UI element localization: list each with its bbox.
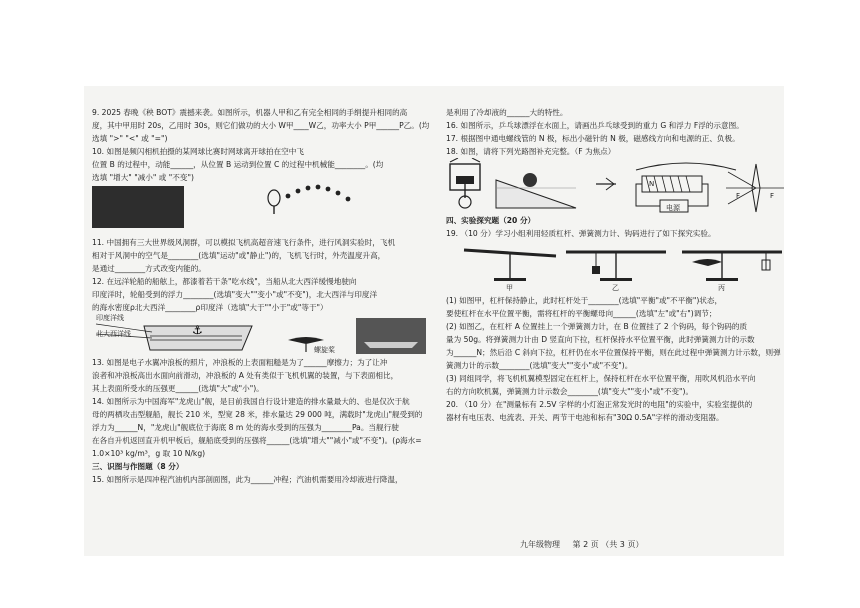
q14-line2: 母的两栖攻击型舰船，舰长 210 米，型宽 28 米，排水量达 29 000 吨，满载时"龙虎山"舰受到的	[92, 410, 423, 419]
q15-line1: 15. 如图所示是四冲程汽油机内部剖面图，此为______冲程；汽油机需要用冷却液进行降温，	[92, 475, 403, 484]
lever-figures	[446, 240, 786, 284]
racket-icon	[268, 190, 280, 214]
lever-yi	[566, 252, 666, 281]
q10-line3: 选填 "增大" "减小" 或 "不变")	[92, 173, 194, 182]
lever-jia	[464, 250, 556, 281]
figures-row	[446, 158, 786, 214]
section-3-heading: 三、识图与作图题（8 分）	[92, 462, 184, 471]
ping-pong-ball-figure	[496, 173, 576, 208]
lever-bing	[682, 252, 782, 281]
power-source-label: 电源	[666, 204, 680, 212]
q10-line2: 位置 B 的过程中，动能______，从位置 B 运动到位置 C 的过程中机械能________。(均	[92, 160, 384, 169]
caption-bing: 丙	[718, 284, 725, 292]
q11-line1: 11. 中国拥有三大世界级风洞群，可以模拟飞机高超音速飞行条件，进行风洞实验时，飞机	[92, 238, 396, 247]
q9-line3: 选填 ">" "<" 或 "=")	[92, 134, 168, 143]
q18: 18. 如图，请将下列光路图补充完整。（F 为焦点）	[446, 147, 616, 156]
q14-line4: 在各自升机返回直升机甲板后，舰船底受到的压强将______(选填"增大""减小"或"不变")。(ρ海水=	[92, 436, 422, 445]
ship-hull-figure	[92, 314, 432, 356]
engine-cross-section-icon	[450, 158, 480, 208]
q12-figure-area	[92, 314, 432, 356]
q13-line2: 浪者和冲浪板高出水面向前滑动，冲浪板的 A 处有类似于飞机机翼的装置，与下表面相比，	[92, 371, 399, 380]
q11-line3: 是通过________方式改变内能的。	[92, 264, 206, 273]
q19-line7: 簧测力计的示数________(选填"变大""变小"或"不变")。	[446, 361, 633, 370]
q19-line3: 要使杠杆在水平位置平衡，需将杠杆的平衡螺母向______(选填"左"或"右")调节；	[446, 309, 717, 318]
q20-line2: 器材有电压表、电流表、开关、两节干电池和标有"30Ω 0.5A"字样的滑动变阻器。	[446, 413, 724, 422]
section-4-heading: 四、实验探究题（20 分）	[446, 216, 536, 225]
q19-line9: 右的方向吹机翼，弹簧测力计示数会________(填"变大""变小"或"不变")。	[446, 387, 694, 396]
q19-line1: 19. （10 分）学习小组利用轻质杠杆、弹簧测力计、钩码进行了如下探究实验。	[446, 229, 716, 238]
q16: 16. 如图所示，乒乓球漂浮在水面上，请画出乒乓球受到的重力 G 和浮力 F浮的示意图。	[446, 121, 744, 130]
caption-jia: 甲	[506, 284, 513, 292]
q12-line2: 印度洋时，轮船受到的浮力________(选填"变大""变小"或"不变")，北大西洋与印度洋	[92, 290, 378, 299]
hydrofoil-board-icon	[288, 337, 324, 344]
q19-line4: (2) 如图乙，在杠杆 A 位置挂上一个弹簧测力计，在 B 位置挂了 2 个钩码，每个钩码的质	[446, 322, 748, 331]
warship-photo	[356, 318, 426, 354]
q19-line6: 为______N；然后沿 C 斜向下拉，杠杆仍在水平位置保持平衡，则在此过程中弹簧测力计示数，则弹	[446, 348, 781, 357]
q15-18-figures	[446, 158, 786, 214]
q14-line1: 14. 如图所示为中国海军"龙虎山"舰，是目前我国自行设计建造的排水量最大的、也是仅次于航	[92, 397, 410, 406]
q10-line1: 10. 如图是频闪相机拍摄的某网球比赛时网球离开球拍在空中飞	[92, 147, 304, 156]
anchor-icon: ⚓	[192, 323, 203, 337]
q9-line1: 9. 2025 春晚《秧 BOT》震撼来袭。如图所示，机器人甲和乙有完全相同的手绢提升相同的高	[92, 108, 408, 117]
footer-page-number: 第 2 页 （共 3 页）	[572, 540, 644, 549]
q19-line8: (3) 同组同学，将飞机机翼模型固定在杠杆上，保持杠杆在水平位置平衡，用吹风机沿水平向	[446, 374, 756, 383]
caption-yi: 乙	[612, 284, 619, 292]
right-column	[446, 106, 786, 424]
n-pole-label: N	[649, 180, 655, 188]
page-footer	[520, 539, 653, 550]
q9-line2: 度，其中甲用时 20s，乙用时 30s，则它们做功的大小 W甲____W乙，功率大小 P甲______P乙。(均	[92, 121, 430, 130]
label-propeller: 螺旋桨	[314, 346, 335, 354]
lens-figure	[726, 164, 784, 212]
q14-line3: 浮力为______N，"龙虎山"舰底位于海底 8 m 处的海水受到的压强为________Pa。当舰行驶	[92, 423, 399, 432]
label-north-atlantic-line: 北大西洋线	[96, 330, 131, 338]
q13-line1: 13. 如图是电子水翼冲浪板的照片，冲浪板的上表面粗糙是为了______摩擦力；为了让冲	[92, 358, 388, 367]
focal-point-label-1: F	[736, 192, 741, 200]
q17: 17. 根据图中通电螺线管的 N 极，标出小磁针的 N 极，磁感线方向和电源的正、负极。	[446, 134, 740, 143]
q14-line5: 1.0×10³ kg/m³，g 取 10 N/kg)	[92, 449, 206, 458]
q12-line1: 12. 在远洋轮船的船舷上，都漆着若干条"吃水线"，当船从北大西洋缓慢地驶向	[92, 277, 357, 286]
q19-line5: 量为 50g。将弹簧测力计由 D 竖直向下拉，杠杆保持水平位置平衡，此时弹簧测力计的示数	[446, 335, 755, 344]
q13-line3: 其上表面所受水的压强更______(选填"大"或"小")。	[92, 384, 264, 393]
focal-point-label-2: F	[770, 192, 775, 200]
q9-photo-area	[92, 214, 432, 236]
ball-positions	[286, 185, 351, 202]
lever-captions	[446, 284, 786, 294]
left-column	[92, 106, 432, 486]
robot-dance-photo	[92, 186, 184, 228]
q15-continuation: 是利用了冷却液的______大的特性。	[446, 108, 568, 117]
label-indian-ocean-line: 印度洋线	[96, 314, 124, 322]
footer-subject: 九年级物理	[520, 540, 560, 549]
q11-line2: 相对于风洞中的空气是________(选填"运动"或"静止")的，飞机飞行时，外壳温度升高，	[92, 251, 386, 260]
q19-line2: (1) 如图甲，杠杆保持静止，此时杠杆处于________(选填"平衡"或"不平衡")状态，	[446, 296, 723, 305]
lever-experiment-figure	[446, 240, 786, 284]
q20-line1: 20. （10 分）在"测量标有 2.5V 字样的小灯泡正常发光时的电阻"的实验中，实验室提供的	[446, 400, 753, 409]
q12-line3: 的海水密度ρ北大西洋________ρ印度洋（选填"大于""小于"或"等于"）	[92, 303, 328, 312]
